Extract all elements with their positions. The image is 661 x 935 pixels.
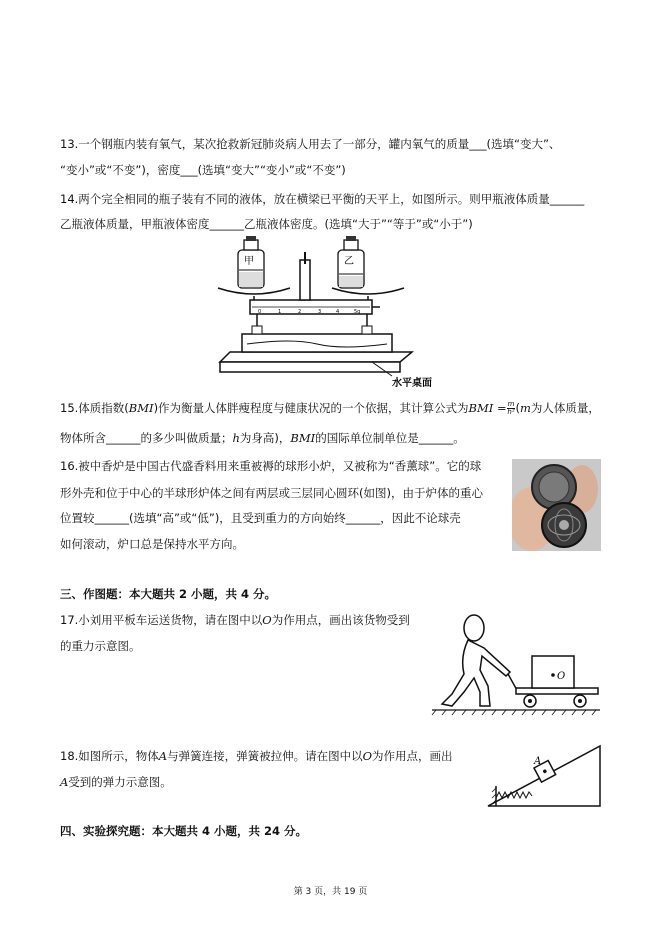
q18-text-a: 18.如图所示，物体 bbox=[60, 749, 159, 763]
page-footer: 第 3 页，共 19 页 bbox=[293, 887, 368, 897]
q15-bmi: BMI bbox=[128, 401, 154, 415]
cart-figure bbox=[430, 612, 602, 716]
table-label: 水平桌面 bbox=[392, 378, 432, 389]
q15-text-e: 物体所含______的多少叫做质量； bbox=[60, 431, 233, 445]
q18-text-d: 受到的弹力示意图。 bbox=[68, 775, 172, 789]
q15-frac-num: m bbox=[507, 400, 515, 408]
incline-spring-figure bbox=[486, 744, 602, 810]
bottle-yi-label: 乙 bbox=[344, 256, 354, 267]
q17-text-a: 17.小刘用平板车运送货物，请在图中以 bbox=[60, 613, 263, 627]
bottle-jia-label: 甲 bbox=[244, 256, 254, 267]
scale-mark-5g: 5g bbox=[354, 309, 361, 315]
q17-line1 bbox=[60, 612, 410, 628]
q15-frac-den: h² bbox=[507, 408, 515, 416]
incense-ball-photo bbox=[512, 459, 601, 551]
q15-text-f: 为身高)， bbox=[239, 431, 291, 445]
q16-line4: 如何滚动，炉口总是保持水平方向。 bbox=[60, 537, 244, 551]
incline-block-a: A bbox=[534, 756, 542, 767]
q15-formula-lhs: BMI = bbox=[468, 401, 507, 415]
scale-mark-4: 4 bbox=[336, 309, 340, 315]
q17-text-b: 为作用点，画出该货物受到 bbox=[271, 613, 410, 627]
q15-h-var: h bbox=[232, 431, 240, 445]
q15-bmi-2: BMI bbox=[290, 431, 316, 445]
scale-mark-2: 2 bbox=[298, 309, 302, 315]
q14-line2: 乙瓶液体质量，甲瓶液体密度______乙瓶液体密度。(选填“大于”“等于”或“小于”) bbox=[60, 217, 473, 231]
q17-line2: 的重力示意图。 bbox=[60, 639, 141, 653]
q18-o-var: O bbox=[362, 749, 373, 763]
q15-text-d: 为人体质量， bbox=[530, 401, 600, 415]
q15-line2 bbox=[60, 430, 465, 446]
q18-text-c: 为作用点，画出 bbox=[372, 749, 453, 763]
q18-text-b: 与弹簧连接，弹簧被拉伸。请在图中以 bbox=[167, 749, 363, 763]
balance-figure bbox=[212, 234, 452, 394]
q17-o-var: O bbox=[262, 613, 272, 627]
scale-mark-0: 0 bbox=[258, 309, 262, 315]
q16-line2: 形外壳和位于中心的半球形炉体之间有两层或三层同心圆环(如图)，由于炉体的重心 bbox=[60, 486, 483, 500]
section3-heading: 三、作图题：本大题共 2 小题，共 4 分。 bbox=[60, 587, 277, 601]
q16-line3: 位置较______(选填“高”或“低”)，且受到重力的方向始终______，因此不论球壳 bbox=[60, 511, 461, 525]
q15-text-c: ( bbox=[515, 401, 520, 415]
q15-text-b: )作为衡量人体胖瘦程度与健康状况的一个依据，其计算公式为 bbox=[153, 401, 469, 415]
q15-text-g: 的国际单位制单位是______。 bbox=[315, 431, 465, 445]
q16-line1: 16.被中香炉是中国古代盛香料用来重被褥的球形小炉，又被称为“香薰球”。它的球 bbox=[60, 459, 482, 473]
q15-line1 bbox=[60, 400, 600, 416]
section4-heading: 四、实验探究题：本大题共 4 小题，共 24 分。 bbox=[60, 824, 308, 838]
scale-mark-3: 3 bbox=[318, 309, 322, 315]
q18-a-var-2: A bbox=[60, 775, 69, 789]
q13-line1: 13.一个钢瓶内装有氧气，某次抢救新冠肺炎病人用去了一部分，罐内氧气的质量___(选填“变大”、 bbox=[60, 137, 561, 151]
q18-a-var: A bbox=[158, 749, 168, 763]
q15-text-a: 15.体质指数( bbox=[60, 401, 129, 415]
q13-line2: “变小”或“不变”)，密度___(选填“变大”“变小”或“不变”) bbox=[60, 163, 346, 177]
q18-line1 bbox=[60, 748, 453, 764]
q15-m-var: m bbox=[519, 401, 531, 415]
q18-line2 bbox=[60, 774, 172, 790]
scale-mark-1: 1 bbox=[278, 309, 282, 315]
q14-line1: 14.两个完全相同的瓶子装有不同的液体，放在横梁已平衡的天平上，如图所示。则甲瓶液体质量______ bbox=[60, 192, 585, 206]
cart-point-o: O bbox=[557, 671, 566, 682]
